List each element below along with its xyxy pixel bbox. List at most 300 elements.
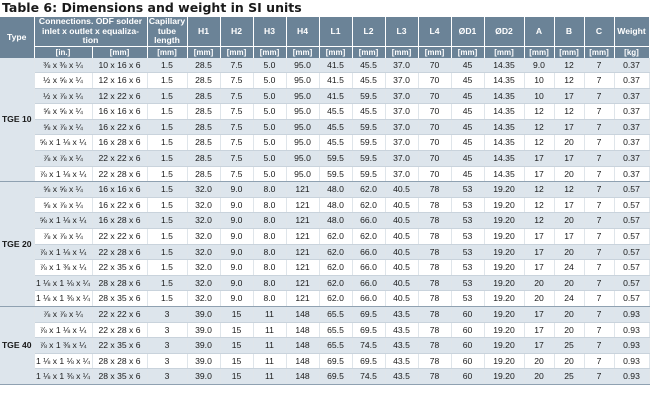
table-cell: 15 bbox=[220, 369, 253, 385]
table-cell: 39.0 bbox=[187, 353, 220, 369]
table-cell: 9.0 bbox=[220, 244, 253, 260]
table-cell: 41.5 bbox=[319, 73, 352, 89]
table-cell: 11 bbox=[253, 307, 286, 323]
table-cell: 17 bbox=[554, 229, 584, 245]
table-cell: 1.5 bbox=[147, 151, 187, 167]
table-row bbox=[0, 369, 649, 385]
table-cell: 1 ⅛ x 1 ⅜ x ¼ bbox=[34, 369, 92, 385]
header-h1: H1 bbox=[187, 17, 220, 46]
table-cell: 7 bbox=[584, 151, 614, 167]
table-cell: 45.5 bbox=[352, 58, 385, 73]
table-cell: 7 bbox=[584, 213, 614, 229]
table-cell: 9.0 bbox=[220, 197, 253, 213]
table-cell: 19.20 bbox=[484, 307, 524, 323]
table-cell: 32.0 bbox=[187, 229, 220, 245]
table-cell: 78 bbox=[418, 275, 451, 291]
table-cell: 39.0 bbox=[187, 369, 220, 385]
table-cell: 78 bbox=[418, 322, 451, 338]
table-cell: 37.0 bbox=[385, 119, 418, 135]
unit-cell: [mm] bbox=[220, 46, 253, 58]
table-cell: 22 x 28 x 6 bbox=[92, 166, 147, 182]
table-cell: 59.5 bbox=[319, 166, 352, 182]
table-cell: 20 bbox=[524, 353, 554, 369]
table-cell: 60 bbox=[451, 353, 484, 369]
table-cell: 45.5 bbox=[352, 73, 385, 89]
table-cell: 1.5 bbox=[147, 244, 187, 260]
table-cell: 12 bbox=[554, 73, 584, 89]
table-cell: 37.0 bbox=[385, 151, 418, 167]
table-cell: 20 bbox=[554, 322, 584, 338]
table-cell: 14.35 bbox=[484, 151, 524, 167]
table-cell: 1.5 bbox=[147, 58, 187, 73]
table-cell: 0.93 bbox=[614, 338, 649, 354]
table-cell: 53 bbox=[451, 213, 484, 229]
table-cell: 0.57 bbox=[614, 275, 649, 291]
table-cell: 3 bbox=[147, 369, 187, 385]
table-cell: 45 bbox=[451, 104, 484, 120]
table-cell: 14.35 bbox=[484, 88, 524, 104]
table-cell: 78 bbox=[418, 291, 451, 307]
table-cell: 40.5 bbox=[385, 229, 418, 245]
table-cell: 9.0 bbox=[220, 291, 253, 307]
table-cell: 14.35 bbox=[484, 58, 524, 73]
table-cell: 121 bbox=[286, 260, 319, 276]
table-cell: 17 bbox=[524, 151, 554, 167]
table-row bbox=[0, 182, 649, 198]
table-cell: 95.0 bbox=[286, 119, 319, 135]
table-cell: 121 bbox=[286, 197, 319, 213]
table-cell: 7.5 bbox=[220, 166, 253, 182]
table-cell: 8.0 bbox=[253, 275, 286, 291]
table-row bbox=[0, 197, 649, 213]
table-cell: 17 bbox=[524, 244, 554, 260]
table-cell: 7.5 bbox=[220, 151, 253, 167]
table-cell: 7 bbox=[584, 275, 614, 291]
table-cell: 22 x 22 x 6 bbox=[92, 307, 147, 323]
table-cell: 40.5 bbox=[385, 182, 418, 198]
table-cell: 12 bbox=[524, 197, 554, 213]
table-cell: 19.20 bbox=[484, 244, 524, 260]
table-cell: 66.0 bbox=[352, 244, 385, 260]
table-cell: 19.20 bbox=[484, 291, 524, 307]
table-cell: 1.5 bbox=[147, 182, 187, 198]
table-cell: 121 bbox=[286, 244, 319, 260]
table-cell: 0.57 bbox=[614, 244, 649, 260]
table-cell: 15 bbox=[220, 353, 253, 369]
table-row bbox=[0, 135, 649, 151]
table-cell: 24 bbox=[554, 260, 584, 276]
table-cell: 53 bbox=[451, 229, 484, 245]
table-cell: 0.57 bbox=[614, 182, 649, 198]
table-cell: 0.57 bbox=[614, 229, 649, 245]
table-cell: ⅞ x ⅞ x ¼ bbox=[34, 229, 92, 245]
header-l2: L2 bbox=[352, 17, 385, 46]
table-cell: 37.0 bbox=[385, 58, 418, 73]
table-cell: 16 x 22 x 6 bbox=[92, 197, 147, 213]
table-cell: 28 x 35 x 6 bbox=[92, 369, 147, 385]
table-cell: 12 x 22 x 6 bbox=[92, 88, 147, 104]
table-cell: 7.5 bbox=[220, 88, 253, 104]
table-cell: 45.5 bbox=[352, 104, 385, 120]
table-cell: 65.5 bbox=[319, 338, 352, 354]
table-cell: 59.5 bbox=[352, 166, 385, 182]
table-cell: 69.5 bbox=[319, 369, 352, 385]
table-cell: 53 bbox=[451, 260, 484, 276]
table-cell: 12 bbox=[524, 135, 554, 151]
dimensions-table bbox=[0, 17, 650, 385]
table-cell: 43.5 bbox=[385, 338, 418, 354]
table-cell: 78 bbox=[418, 260, 451, 276]
table-cell: 45 bbox=[451, 151, 484, 167]
table-cell: 74.5 bbox=[352, 338, 385, 354]
table-cell: 60 bbox=[451, 322, 484, 338]
table-cell: ⅝ x 1 ⅛ x ¼ bbox=[34, 135, 92, 151]
table-cell: 45.5 bbox=[319, 119, 352, 135]
unit-cell: [mm] bbox=[554, 46, 584, 58]
table-cell: 95.0 bbox=[286, 88, 319, 104]
table-cell: 148 bbox=[286, 307, 319, 323]
table-cell: 40.5 bbox=[385, 291, 418, 307]
table-cell: 95.0 bbox=[286, 73, 319, 89]
table-cell: 40.5 bbox=[385, 197, 418, 213]
table-cell: ½ x ⅞ x ¼ bbox=[34, 88, 92, 104]
table-cell: 62.0 bbox=[352, 197, 385, 213]
table-cell: 19.20 bbox=[484, 338, 524, 354]
table-cell: 70 bbox=[418, 73, 451, 89]
table-cell: 1.5 bbox=[147, 229, 187, 245]
table-cell: 39.0 bbox=[187, 307, 220, 323]
table-cell: 16 x 22 x 6 bbox=[92, 119, 147, 135]
table-cell: 62.0 bbox=[352, 229, 385, 245]
table-cell: 5.0 bbox=[253, 58, 286, 73]
header-b: B bbox=[554, 17, 584, 46]
table-cell: 28 x 35 x 6 bbox=[92, 291, 147, 307]
table-cell: 20 bbox=[554, 353, 584, 369]
table-cell: 121 bbox=[286, 229, 319, 245]
table-cell: 17 bbox=[524, 338, 554, 354]
table-cell: 7 bbox=[584, 73, 614, 89]
table-cell: 65.5 bbox=[319, 322, 352, 338]
table-cell: 70 bbox=[418, 151, 451, 167]
header-d1: ØD1 bbox=[451, 17, 484, 46]
table-cell: 5.0 bbox=[253, 73, 286, 89]
table-cell: 17 bbox=[554, 197, 584, 213]
header-a: A bbox=[524, 17, 554, 46]
table-cell: 0.37 bbox=[614, 104, 649, 120]
table-cell: 16 x 16 x 6 bbox=[92, 182, 147, 198]
table-cell: 17 bbox=[524, 322, 554, 338]
table-cell: 7.5 bbox=[220, 104, 253, 120]
unit-cell: [mm] bbox=[352, 46, 385, 58]
table-cell: 7 bbox=[584, 166, 614, 182]
unit-cell: [mm] bbox=[286, 46, 319, 58]
table-cell: 40.5 bbox=[385, 260, 418, 276]
table-cell: 1.5 bbox=[147, 88, 187, 104]
table-cell: 7 bbox=[584, 88, 614, 104]
table-cell: 69.5 bbox=[352, 322, 385, 338]
table-cell: 12 bbox=[554, 182, 584, 198]
table-cell: 37.0 bbox=[385, 135, 418, 151]
table-cell: 48.0 bbox=[319, 213, 352, 229]
table-cell: 8.0 bbox=[253, 197, 286, 213]
table-cell: 19.20 bbox=[484, 353, 524, 369]
table-cell: 22 x 35 x 6 bbox=[92, 338, 147, 354]
table-cell: 22 x 22 x 6 bbox=[92, 229, 147, 245]
table-row bbox=[0, 151, 649, 167]
table-cell: 45 bbox=[451, 119, 484, 135]
table-cell: 62.0 bbox=[319, 229, 352, 245]
table-cell: 19.20 bbox=[484, 213, 524, 229]
table-cell: 7 bbox=[584, 182, 614, 198]
table-cell: 25 bbox=[554, 369, 584, 385]
table-cell: 148 bbox=[286, 369, 319, 385]
table-cell: 148 bbox=[286, 322, 319, 338]
unit-cell: [mm] bbox=[385, 46, 418, 58]
table-cell: ⅝ x ⅝ x ¼ bbox=[34, 182, 92, 198]
header-h3: H3 bbox=[253, 17, 286, 46]
table-cell: 45 bbox=[451, 88, 484, 104]
header-c: C bbox=[584, 17, 614, 46]
units-row bbox=[0, 46, 649, 58]
table-cell: 19.20 bbox=[484, 369, 524, 385]
table-cell: 22 x 22 x 6 bbox=[92, 151, 147, 167]
table-cell: 20 bbox=[554, 307, 584, 323]
table-cell: 14.35 bbox=[484, 135, 524, 151]
header-l1: L1 bbox=[319, 17, 352, 46]
table-row bbox=[0, 275, 649, 291]
unit-cell: [mm] bbox=[92, 46, 147, 58]
table-cell: 32.0 bbox=[187, 182, 220, 198]
table-cell: 0.37 bbox=[614, 151, 649, 167]
table-row bbox=[0, 166, 649, 182]
table-cell: 1 ⅛ x 1 ⅛ x ¼ bbox=[34, 353, 92, 369]
table-cell: 5.0 bbox=[253, 166, 286, 182]
table-cell: 1.5 bbox=[147, 104, 187, 120]
table-cell: 7 bbox=[584, 197, 614, 213]
table-cell: 32.0 bbox=[187, 291, 220, 307]
table-cell: 37.0 bbox=[385, 104, 418, 120]
table-cell: 43.5 bbox=[385, 322, 418, 338]
table-cell: 45 bbox=[451, 135, 484, 151]
table-cell: 37.0 bbox=[385, 88, 418, 104]
table-cell: 1 ⅛ x 1 ⅛ x ¼ bbox=[34, 275, 92, 291]
table-cell: 9.0 bbox=[220, 275, 253, 291]
table-cell: 95.0 bbox=[286, 166, 319, 182]
table-cell: 66.0 bbox=[352, 213, 385, 229]
header-l4: L4 bbox=[418, 17, 451, 46]
table-cell: 95.0 bbox=[286, 58, 319, 73]
table-cell: 9.0 bbox=[220, 213, 253, 229]
table-cell: 0.93 bbox=[614, 353, 649, 369]
table-cell: 41.5 bbox=[319, 58, 352, 73]
table-row bbox=[0, 338, 649, 354]
table-cell: 32.0 bbox=[187, 260, 220, 276]
table-cell: 28.5 bbox=[187, 151, 220, 167]
table-cell: 78 bbox=[418, 229, 451, 245]
table-cell: 28 x 28 x 6 bbox=[92, 353, 147, 369]
table-cell: 14.35 bbox=[484, 73, 524, 89]
table-cell: 12 bbox=[524, 213, 554, 229]
table-cell: 69.5 bbox=[352, 307, 385, 323]
table-cell: 53 bbox=[451, 197, 484, 213]
table-cell: 9.0 bbox=[220, 260, 253, 276]
table-cell: 22 x 28 x 6 bbox=[92, 244, 147, 260]
table-cell: 69.5 bbox=[352, 353, 385, 369]
table-cell: 0.37 bbox=[614, 73, 649, 89]
table-cell: 7 bbox=[584, 104, 614, 120]
table-cell: 78 bbox=[418, 197, 451, 213]
table-cell: 3 bbox=[147, 322, 187, 338]
table-cell: 7 bbox=[584, 322, 614, 338]
table-body bbox=[0, 58, 649, 385]
table-cell: 37.0 bbox=[385, 73, 418, 89]
table-cell: 9.0 bbox=[524, 58, 554, 73]
table-cell: 14.35 bbox=[484, 104, 524, 120]
table-cell: 66.0 bbox=[352, 275, 385, 291]
table-cell: 1.5 bbox=[147, 135, 187, 151]
table-cell: 32.0 bbox=[187, 213, 220, 229]
table-cell: 14.35 bbox=[484, 166, 524, 182]
table-cell: 11 bbox=[253, 369, 286, 385]
table-cell: 16 x 28 x 6 bbox=[92, 135, 147, 151]
table-cell: 7 bbox=[584, 369, 614, 385]
table-cell: 43.5 bbox=[385, 353, 418, 369]
table-cell: 66.0 bbox=[352, 260, 385, 276]
table-cell: ½ x ⅝ x ¼ bbox=[34, 73, 92, 89]
table-cell: 45 bbox=[451, 73, 484, 89]
table-cell: 8.0 bbox=[253, 213, 286, 229]
table-cell: 3 bbox=[147, 307, 187, 323]
table-cell: 5.0 bbox=[253, 104, 286, 120]
table-cell: 39.0 bbox=[187, 322, 220, 338]
table-row bbox=[0, 88, 649, 104]
header-weight: Weight bbox=[614, 17, 649, 46]
table-cell: 69.5 bbox=[319, 353, 352, 369]
unit-cell: [mm] bbox=[187, 46, 220, 58]
table-cell: 17 bbox=[554, 119, 584, 135]
table-cell: 5.0 bbox=[253, 88, 286, 104]
table-cell: 28.5 bbox=[187, 166, 220, 182]
table-cell: 37.0 bbox=[385, 166, 418, 182]
table-cell: 70 bbox=[418, 166, 451, 182]
table-cell: 0.37 bbox=[614, 119, 649, 135]
table-cell: 11 bbox=[253, 338, 286, 354]
table-cell: 20 bbox=[524, 275, 554, 291]
table-cell: 0.93 bbox=[614, 322, 649, 338]
table-cell: 7.5 bbox=[220, 135, 253, 151]
table-row bbox=[0, 58, 649, 73]
table-cell: 121 bbox=[286, 182, 319, 198]
table-cell: 8.0 bbox=[253, 260, 286, 276]
table-cell: 70 bbox=[418, 135, 451, 151]
table-cell: 17 bbox=[524, 260, 554, 276]
table-cell: 59.5 bbox=[352, 119, 385, 135]
table-cell: 7 bbox=[584, 307, 614, 323]
table-cell: 20 bbox=[554, 244, 584, 260]
unit-cell: [mm] bbox=[253, 46, 286, 58]
table-cell: 59.5 bbox=[352, 151, 385, 167]
table-cell: 8.0 bbox=[253, 291, 286, 307]
table-cell: 17 bbox=[554, 151, 584, 167]
table-cell: 7 bbox=[584, 58, 614, 73]
table-cell: ⅞ x 1 ⅛ x ¼ bbox=[34, 244, 92, 260]
table-cell: 20 bbox=[554, 135, 584, 151]
table-cell: ⅝ x ⅞ x ¼ bbox=[34, 197, 92, 213]
table-cell: 1.5 bbox=[147, 166, 187, 182]
table-cell: 70 bbox=[418, 119, 451, 135]
table-cell: 59.5 bbox=[352, 88, 385, 104]
table-cell: 0.57 bbox=[614, 291, 649, 307]
table-cell: 12 bbox=[524, 104, 554, 120]
table-cell: 60 bbox=[451, 369, 484, 385]
table-cell: 40.5 bbox=[385, 275, 418, 291]
table-cell: 25 bbox=[554, 338, 584, 354]
table-cell: 11 bbox=[253, 353, 286, 369]
type-cell: TGE 10 bbox=[0, 58, 34, 182]
table-cell: 28.5 bbox=[187, 88, 220, 104]
table-cell: 17 bbox=[554, 88, 584, 104]
table-cell: 45 bbox=[451, 166, 484, 182]
table-cell: 7.5 bbox=[220, 73, 253, 89]
table-cell: 3 bbox=[147, 338, 187, 354]
unit-cell: [in.] bbox=[34, 46, 92, 58]
table-cell: 3 bbox=[147, 353, 187, 369]
table-cell: 40.5 bbox=[385, 213, 418, 229]
table-cell: 19.20 bbox=[484, 260, 524, 276]
table-cell: 8.0 bbox=[253, 229, 286, 245]
table-cell: 10 x 16 x 6 bbox=[92, 58, 147, 73]
table-cell: 1.5 bbox=[147, 260, 187, 276]
header-connections: Connections. ODF solder inlet x outlet x equaliza-tion bbox=[34, 17, 147, 46]
header-h4: H4 bbox=[286, 17, 319, 46]
table-row bbox=[0, 353, 649, 369]
table-cell: 1.5 bbox=[147, 119, 187, 135]
unit-cell: [mm] bbox=[418, 46, 451, 58]
table-cell: 9.0 bbox=[220, 182, 253, 198]
table-cell: 15 bbox=[220, 322, 253, 338]
table-cell: 60 bbox=[451, 307, 484, 323]
table-cell: 7.5 bbox=[220, 58, 253, 73]
table-cell: 20 bbox=[554, 213, 584, 229]
unit-cell: [mm] bbox=[584, 46, 614, 58]
table-cell: 19.20 bbox=[484, 197, 524, 213]
header-d2: ØD2 bbox=[484, 17, 524, 46]
table-cell: 41.5 bbox=[319, 88, 352, 104]
table-cell: 19.20 bbox=[484, 229, 524, 245]
type-cell: TGE 40 bbox=[0, 307, 34, 385]
table-cell: 62.0 bbox=[319, 275, 352, 291]
table-cell: 9.0 bbox=[220, 229, 253, 245]
table-cell: 78 bbox=[418, 182, 451, 198]
table-cell: 62.0 bbox=[319, 291, 352, 307]
table-cell: 1.5 bbox=[147, 197, 187, 213]
unit-cell: [mm] bbox=[484, 46, 524, 58]
table-cell: 95.0 bbox=[286, 104, 319, 120]
table-cell: 32.0 bbox=[187, 275, 220, 291]
table-cell: 28.5 bbox=[187, 58, 220, 73]
table-cell: 22 x 28 x 6 bbox=[92, 322, 147, 338]
table-cell: 20 bbox=[524, 291, 554, 307]
table-cell: 7 bbox=[584, 260, 614, 276]
table-cell: 1 ⅛ x 1 ⅜ x ¼ bbox=[34, 291, 92, 307]
table-row bbox=[0, 291, 649, 307]
table-cell: 7 bbox=[584, 291, 614, 307]
table-cell: 148 bbox=[286, 353, 319, 369]
unit-cell: [mm] bbox=[451, 46, 484, 58]
table-cell: 17 bbox=[524, 307, 554, 323]
table-cell: 60 bbox=[451, 338, 484, 354]
table-cell: ⅝ x ⅞ x ¼ bbox=[34, 119, 92, 135]
